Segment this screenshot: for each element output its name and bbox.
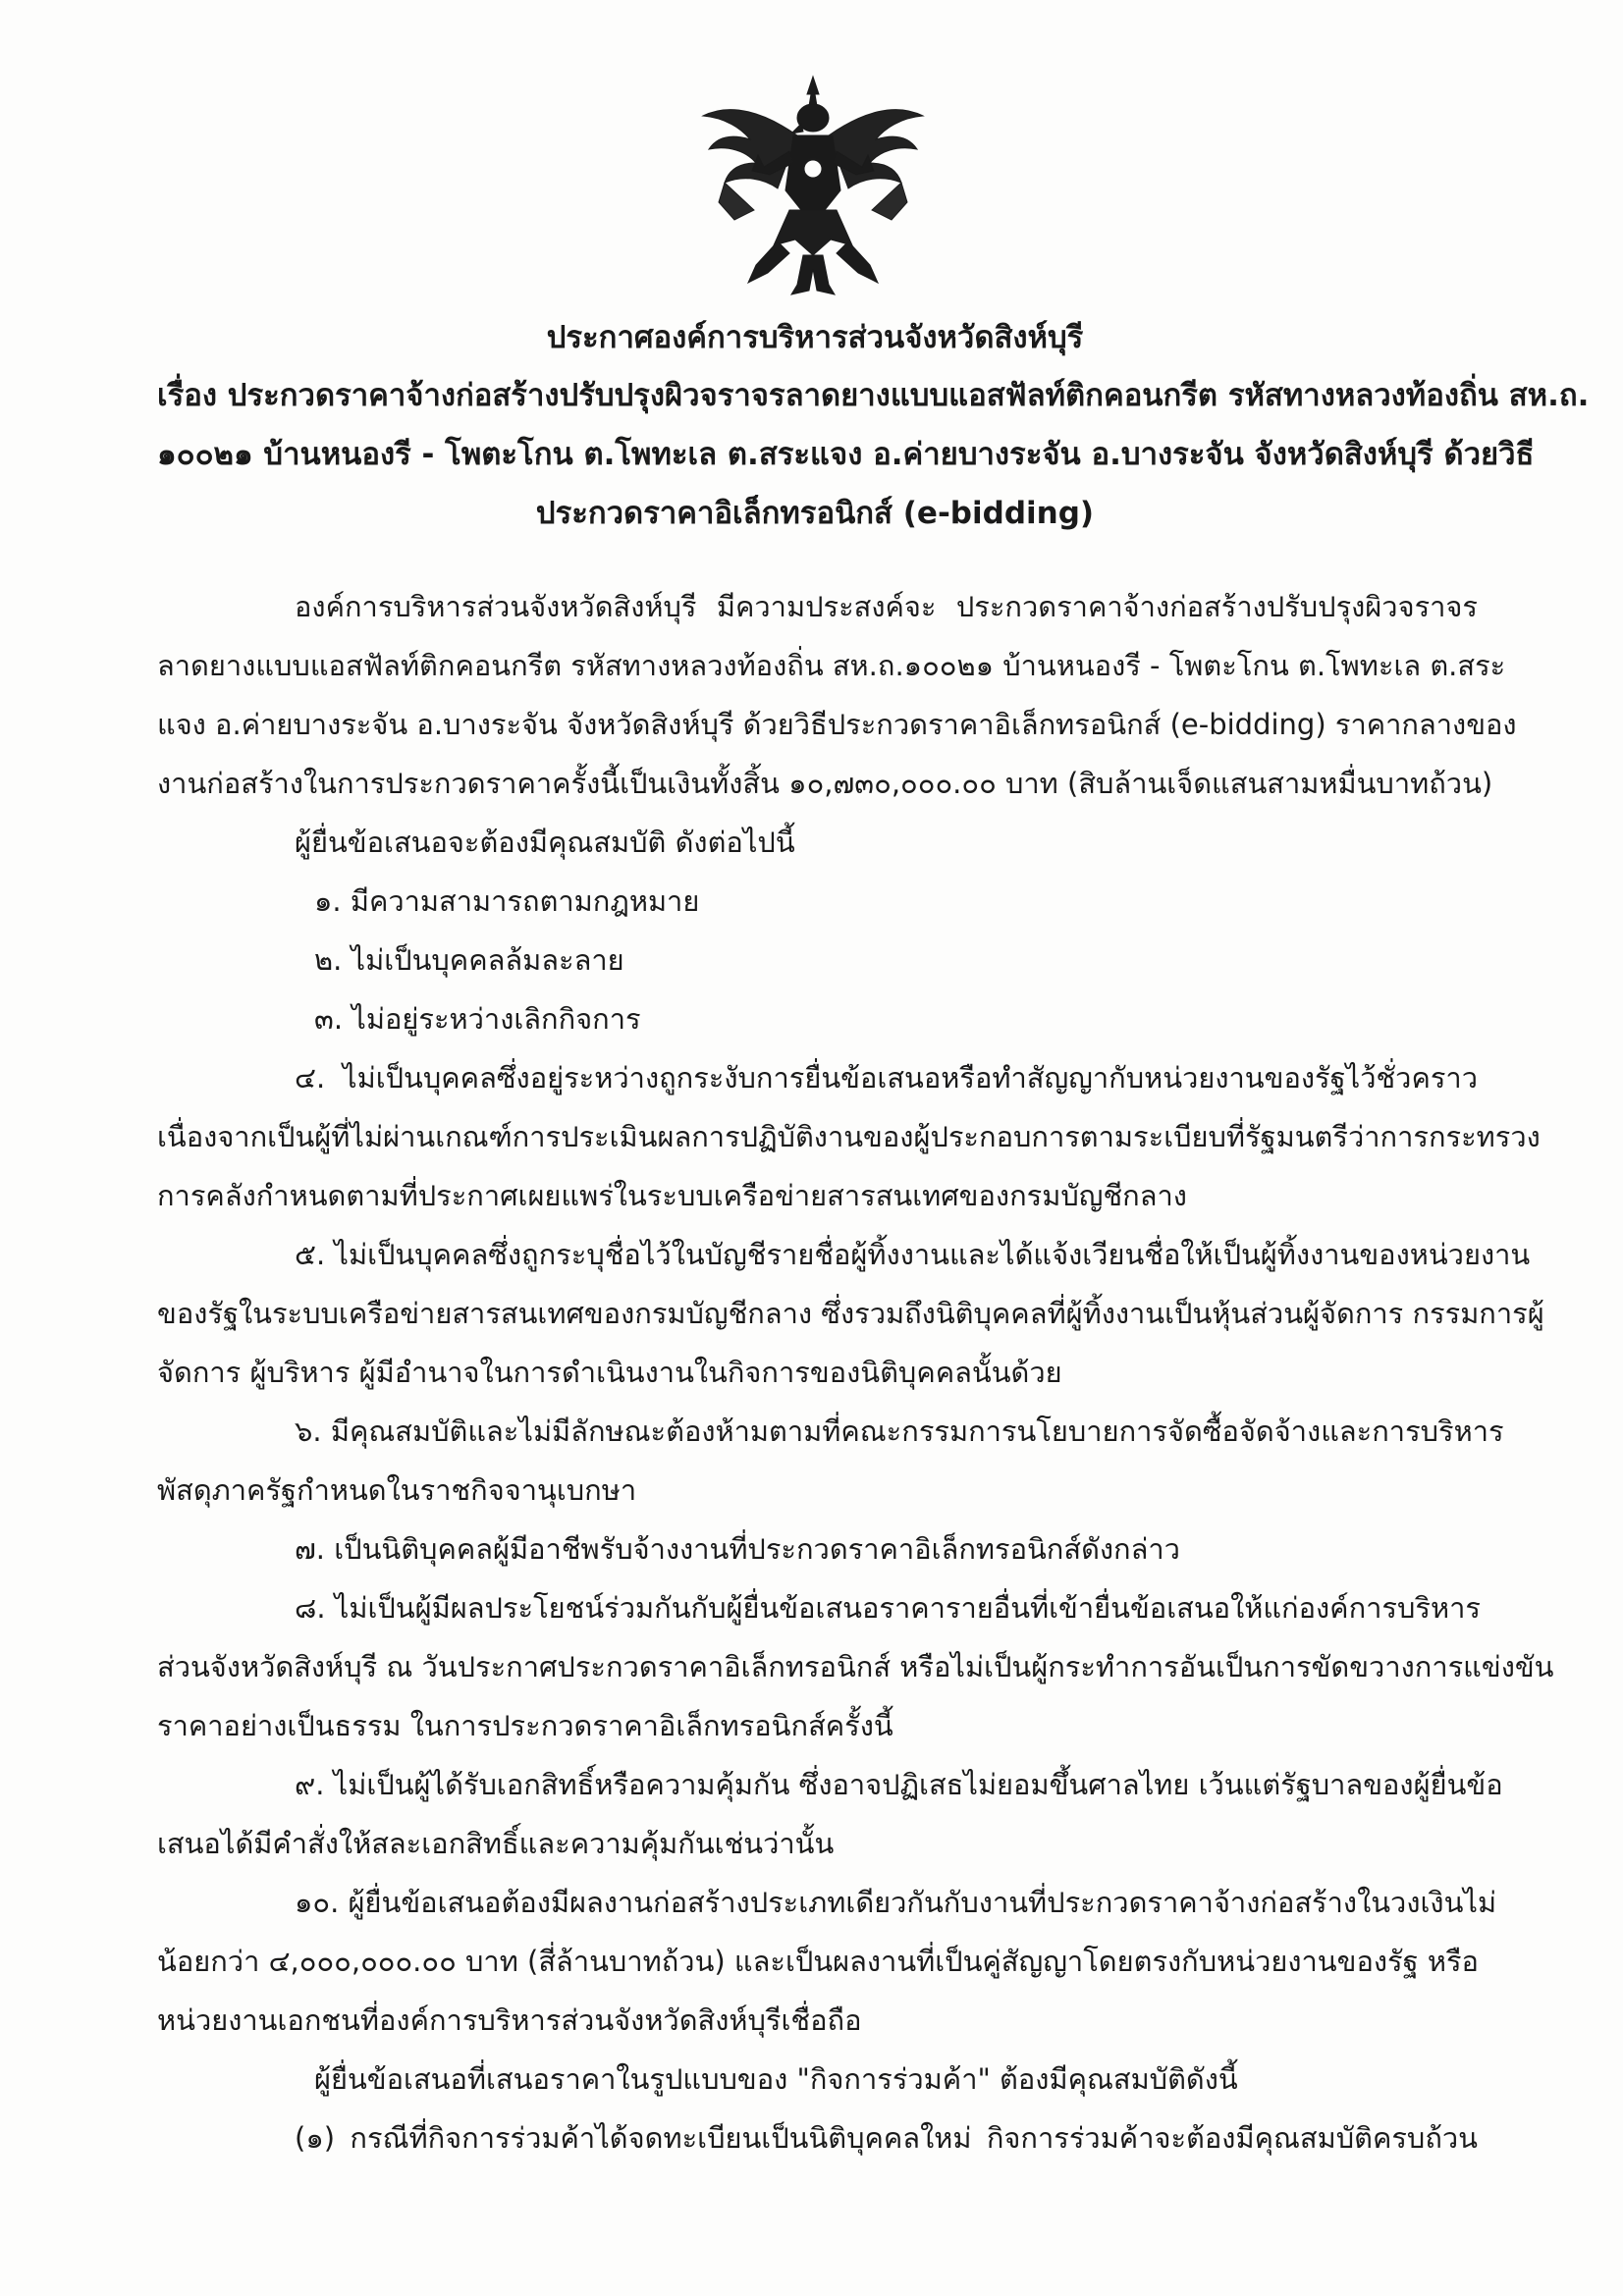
qualification-item-7: ๗. เป็นนิติบุคคลผู้มีอาชีพรับจ้างงานที่ประกวดราคาอิเล็กทรอนิกส์ดังกล่าว [295, 1532, 1180, 1566]
qualification-item-4-line-2: เนื่องจากเป็นผู้ที่ไม่ผ่านเกณฑ์การประเมินผลการปฏิบัติงานของผู้ประกอบการตามระเบียบที่รัฐมนตรีว่าการกระทรวง [157, 1120, 1541, 1153]
qualification-item-8-line-3: ราคาอย่างเป็นธรรม ในการประกวดราคาอิเล็กทรอนิกส์ครั้งนี้ [157, 1709, 893, 1742]
qualification-item-8-line-2: ส่วนจังหวัดสิงห์บุรี ณ วันประกาศประกวดราคาอิเล็กทรอนิกส์ หรือไม่เป็นผู้กระทำการอันเป็นการขัดขวางการแข่งขัน [157, 1650, 1554, 1683]
qualification-item-1: ๑. มีความสามารถตามกฎหมาย [314, 884, 700, 918]
qualification-item-5-line-1: ๕. ไม่เป็นบุคคลซึ่งถูกระบุชื่อไว้ในบัญชีรายชื่อผู้ทิ้งงานและได้แจ้งเวียนชื่อให้เป็นผู้ทิ้งงานของหน่วยงาน [295, 1238, 1531, 1271]
qualification-item-9-line-1: ๙. ไม่เป็นผู้ได้รับเอกสิทธิ์หรือความคุ้มกัน ซึ่งอาจปฏิเสธไม่ยอมขึ้นศาลไทย เว้นแต่รัฐบาลของผู้ยื่นข้อ [295, 1768, 1503, 1801]
intro-line-4: งานก่อสร้างในการประกวดราคาครั้งนี้เป็นเงินทั้งสิ้น ๑๐,๗๓๐,๐๐๐.๐๐ บาท (สิบล้านเจ็ดแสนสามหมื่นบาทถ้วน) [157, 767, 1493, 800]
qualification-item-4-line-3: การคลังกำหนดตามที่ประกาศเผยแพร่ในระบบเครือข่ายสารสนเทศของกรมบัญชีกลาง [157, 1179, 1187, 1212]
qualification-item-10-line-3: หน่วยงานเอกชนที่องค์การบริหารส่วนจังหวัดสิงห์บุรีเชื่อถือ [157, 2003, 862, 2037]
joint-venture-heading: ผู้ยื่นข้อเสนอที่เสนอราคาในรูปแบบของ "กิจการร่วมค้า" ต้องมีคุณสมบัติดังนี้ [314, 2062, 1238, 2096]
subject-line-3: ประกวดราคาอิเล็กทรอนิกส์ (e-bidding) [535, 496, 1095, 531]
subject-line-1: เรื่อง ประกวดราคาจ้างก่อสร้างปรับปรุงผิวจราจรลาดยางแบบแอสฟัลท์ติกคอนกรีต รหัสทางหลวงท้องถิ่น สห.ถ. [157, 378, 1590, 413]
qualification-item-5-line-3: จัดการ ผู้บริหาร ผู้มีอำนาจในการดำเนินงานในกิจการของนิติบุคคลนั้นด้วย [157, 1356, 1062, 1389]
qualification-item-6-line-2: พัสดุภาครัฐกำหนดในราชกิจจานุเบกษา [157, 1473, 637, 1507]
intro-line-1: องค์การบริหารส่วนจังหวัดสิงห์บุรี มีความประสงค์จะ ประกวดราคาจ้างก่อสร้างปรับปรุงผิวจราจร [295, 590, 1478, 623]
org-title: ประกาศองค์การบริหารส่วนจังหวัดสิงห์บุรี [546, 320, 1084, 355]
qualification-item-10-line-1: ๑๐. ผู้ยื่นข้อเสนอต้องมีผลงานก่อสร้างประเภทเดียวกันกับงานที่ประกวดราคาจ้างก่อสร้างในวงเงินไม่ [295, 1886, 1497, 1919]
intro-line-2: ลาดยางแบบแอสฟัลท์ติกคอนกรีต รหัสทางหลวงท้องถิ่น สห.ถ.๑๐๐๒๑ บ้านหนองรี - โพตะโกน ต.โพทะเล ต.สระ [157, 649, 1506, 682]
intro-line-3: แจง อ.ค่ายบางระจัน อ.บางระจัน จังหวัดสิงห์บุรี ด้วยวิธีประกวดราคาอิเล็กทรอนิกส์ (e-bidding) ราคากลางของ [157, 708, 1517, 741]
joint-venture-item-1: (๑) กรณีที่กิจการร่วมค้าได้จดทะเบียนเป็นนิติบุคคลใหม่ กิจการร่วมค้าจะต้องมีคุณสมบัติครบถ้วน [295, 2121, 1478, 2155]
garuda-emblem [695, 73, 931, 300]
qualification-item-6-line-1: ๖. มีคุณสมบัติและไม่มีลักษณะต้องห้ามตามที่คณะกรรมการนโยบายการจัดซื้อจัดจ้างและการบริหาร [295, 1415, 1504, 1448]
qualification-item-8-line-1: ๘. ไม่เป็นผู้มีผลประโยชน์ร่วมกันกับผู้ยื่นข้อเสนอราคารายอื่นที่เข้ายื่นข้อเสนอให้แก่องค์การบริหาร [295, 1591, 1481, 1625]
qualification-item-10-line-2: น้อยกว่า ๔,๐๐๐,๐๐๐.๐๐ บาท (สี่ล้านบาทถ้วน) และเป็นผลงานที่เป็นคู่สัญญาโดยตรงกับหน่วยงานของรัฐ หรือ [157, 1945, 1479, 1978]
subject-line-2: ๑๐๐๒๑ บ้านหนองรี - โพตะโกน ต.โพทะเล ต.สระแจง อ.ค่ายบางระจัน อ.บางระจัน จังหวัดสิงห์บุรี ด้วยวิธี [157, 437, 1535, 472]
qualification-item-4-line-1: ๔. ไม่เป็นบุคคลซึ่งอยู่ระหว่างถูกระงับการยื่นข้อเสนอหรือทำสัญญากับหน่วยงานของรัฐไว้ชั่วคราว [295, 1061, 1478, 1095]
qualification-item-3: ๓. ไม่อยู่ระหว่างเลิกกิจการ [314, 1002, 641, 1036]
qualification-heading: ผู้ยื่นข้อเสนอจะต้องมีคุณสมบัติ ดังต่อไปนี้ [295, 826, 795, 859]
qualification-item-5-line-2: ของรัฐในระบบเครือข่ายสารสนเทศของกรมบัญชีกลาง ซึ่งรวมถึงนิติบุคคลที่ผู้ทิ้งงานเป็นหุ้นส่วนผู้จัดการ กรรมการผู้ [157, 1297, 1544, 1330]
qualification-item-9-line-2: เสนอได้มีคำสั่งให้สละเอกสิทธิ์และความคุ้มกันเช่นว่านั้น [157, 1827, 835, 1860]
qualification-item-2: ๒. ไม่เป็นบุคคลล้มละลาย [314, 943, 624, 977]
